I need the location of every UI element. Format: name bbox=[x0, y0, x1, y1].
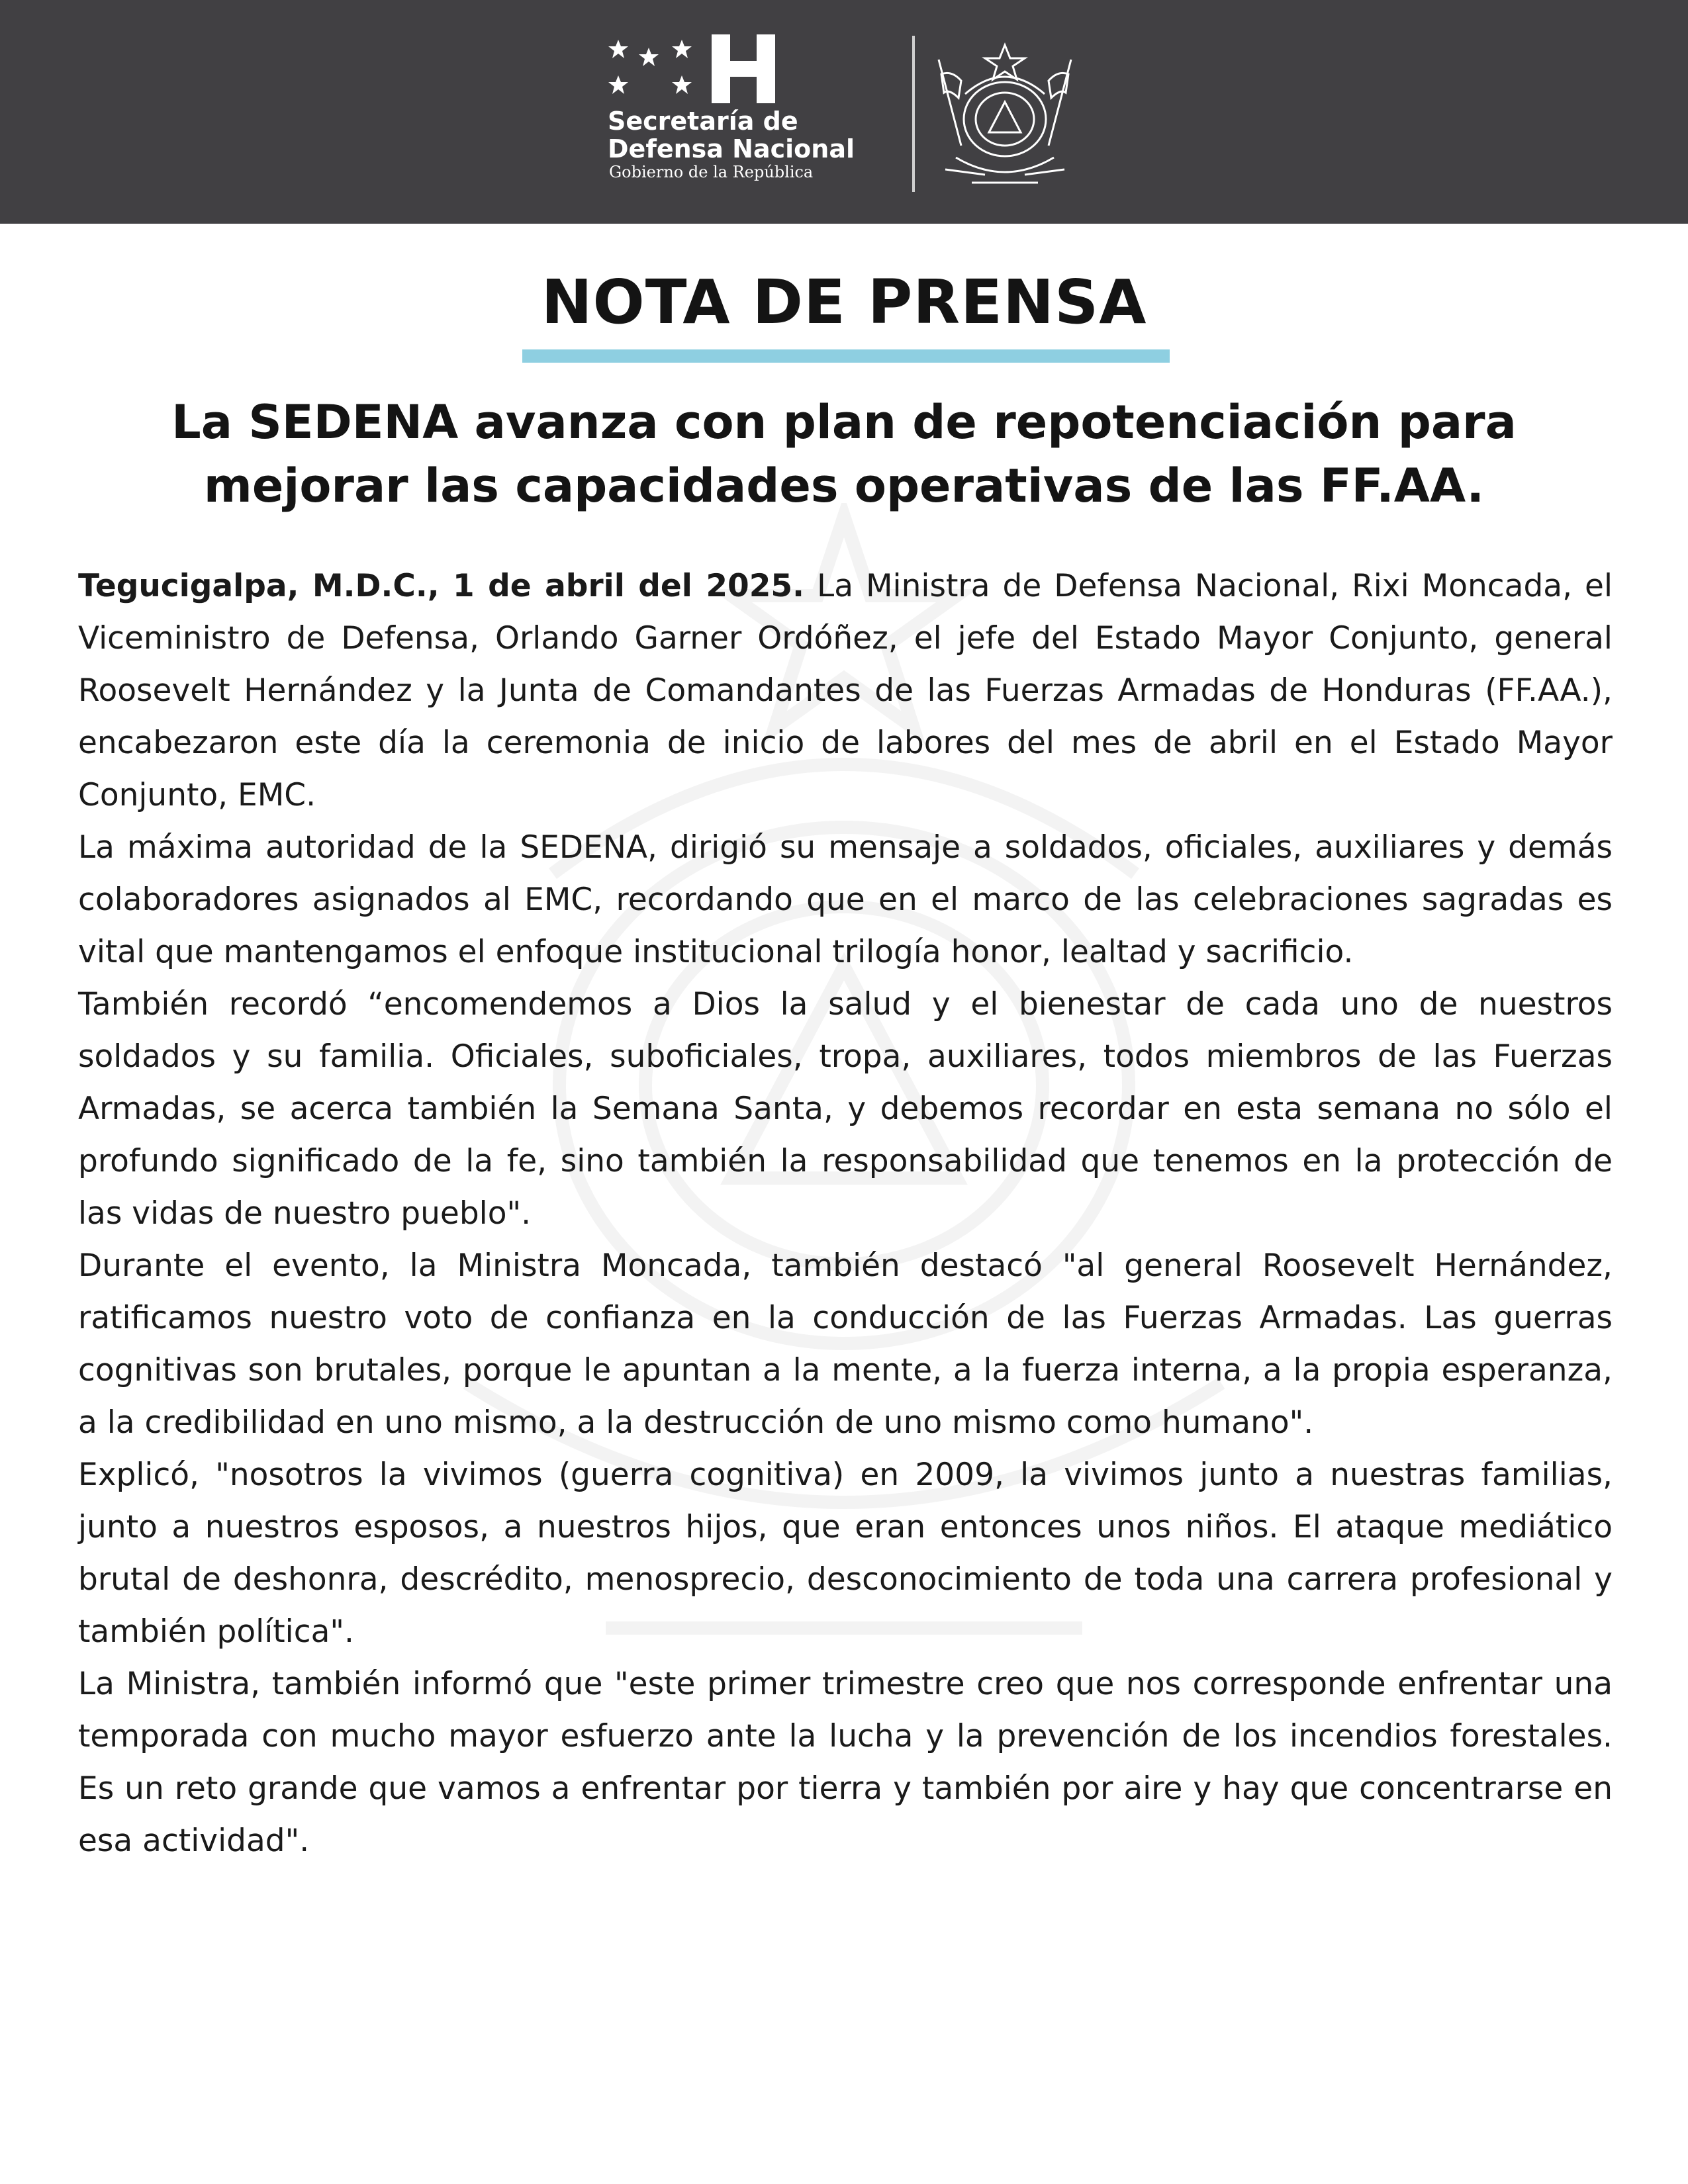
headline-line1: La SEDENA avanza con plan de repotenciación para bbox=[171, 395, 1517, 449]
headline-line2: mejorar las capacidades operativas de las FF.AA. bbox=[203, 459, 1485, 513]
stars-icon bbox=[608, 38, 700, 102]
paragraph-2: La máxima autoridad de la SEDENA, dirigió su mensaje a soldados, oficiales, auxiliares y demás colaboradores asignados al EMC, recordando que en el marco de las celebraciones sagradas es vital que mantengamos el enfoque institucional trilogía honor, lealtad y sacrificio. bbox=[78, 829, 1613, 970]
org-subtitle: Gobierno de la República bbox=[609, 163, 814, 181]
paragraph-4: Durante el evento, la Ministra Moncada, también destacó "al general Roosevelt Hernández, ratificamos nuestro voto de confianza en la conducción de las Fuerzas Armadas. Las guerras cognitivas son brutales, porque le apuntan a la mente, a la fuerza interna, a la propia esperanza, a la credibilidad en uno mismo, a la destrucción de uno mismo como humano". bbox=[78, 1248, 1613, 1441]
org-name-line1: Secretaría de bbox=[608, 107, 798, 136]
coat-of-arms-icon bbox=[925, 33, 1084, 195]
org-name-line2: Defensa Nacional bbox=[608, 134, 855, 163]
paragraph-6: La Ministra, también informó que "este primer trimestre creo que nos corresponde enfrentar una temporada con mucho mayor esfuerzo ante la lucha y la prevención de los incendios forestales. Es un reto grande que vamos a enfrentar por tierra y también por aire y hay que concentrarse en esa actividad". bbox=[78, 1666, 1613, 1859]
header-divider bbox=[912, 36, 915, 192]
org-name bbox=[608, 107, 855, 163]
headline bbox=[73, 390, 1615, 518]
paragraph-5: Explicó, "nosotros la vivimos (guerra cognitiva) en 2009, la vivimos junto a nuestras familias, junto a nuestros esposos, a nuestros hijos, que eran entonces unos niños. El ataque mediático brutal de deshonra, descrédito, menosprecio, desconocimiento de toda una carrera profesional y también política". bbox=[78, 1457, 1613, 1650]
title-underline bbox=[522, 349, 1170, 363]
header-band bbox=[0, 0, 1688, 224]
article-body bbox=[78, 560, 1613, 1867]
dateline: Tegucigalpa, M.D.C., 1 de abril del 2025. bbox=[78, 568, 804, 604]
document-title: NOTA DE PRENSA bbox=[541, 267, 1147, 338]
paragraph-1-text: La Ministra de Defensa Nacional, Rixi Moncada, el Viceministro de Defensa, Orlando Garner Ordóñez, el jefe del Estado Mayor Conjunto, general Roosevelt Hernández y la Junta de Comandantes de las Fuerzas Armadas de Honduras (FF.AA.), encabezaron este día la ceremonia de inicio de labores del mes de abril en el Estado Mayor Conjunto, EMC. bbox=[78, 568, 1613, 813]
paragraph-1 bbox=[78, 560, 1613, 821]
paragraph-3: También recordó “encomendemos a Dios la salud y el bienestar de cada uno de nuestros soldados y su familia. Oficiales, suboficiales, tropa, auxiliares, todos miembros de las Fuerzas Armadas, se acerca también la Semana Santa, y debemos recordar en esta semana no sólo el profundo significado de la fe, sino también la responsabilidad que tenemos en la protección de las vidas de nuestro pueblo". bbox=[78, 986, 1613, 1232]
h-logo-icon bbox=[712, 34, 775, 103]
